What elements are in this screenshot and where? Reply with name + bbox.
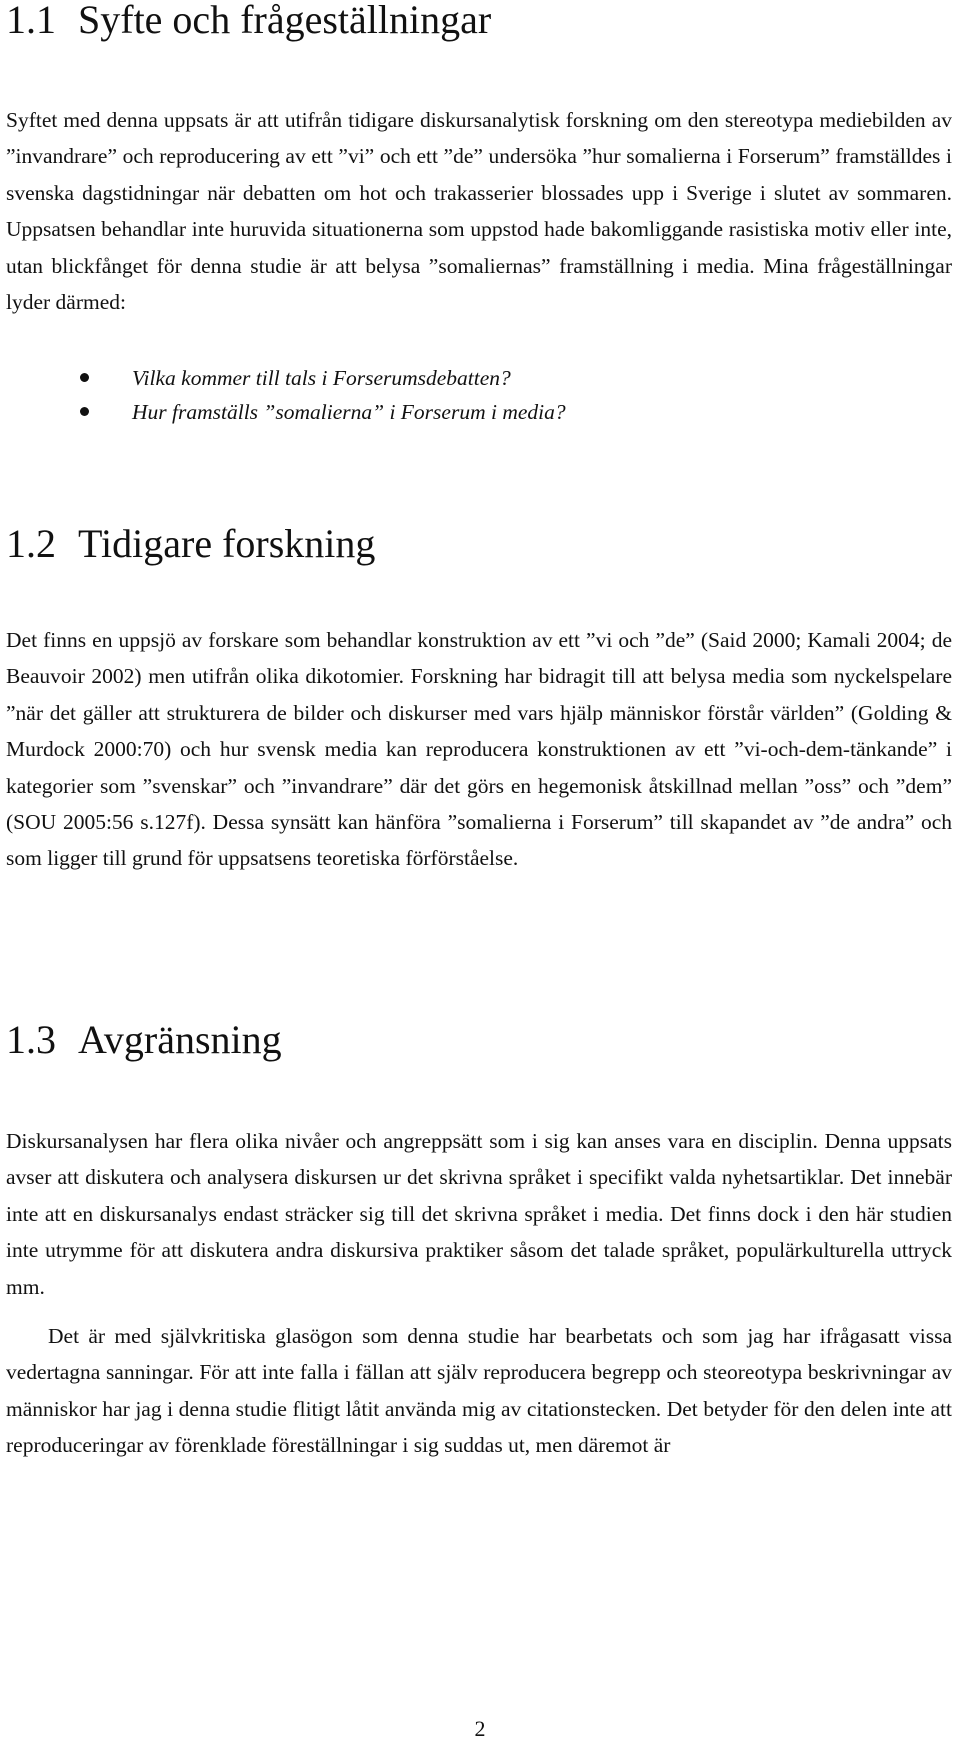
page-number: 2 [474,1716,486,1741]
section-title: Avgränsning [78,1017,282,1062]
section-number: 1.2 [6,521,56,566]
purpose-paragraph: Syftet med denna uppsats är att utifrån tidigare diskursanalytisk forskning om den stereotypa mediebilden av ”invandrare” och reproducering av ett ”vi” och ett ”de” undersöka ”hur somalierna i Forserum” framställdes i svenska dagstidningar när debatten om hot och trakasserier blossades upp i Sverige i slutet av sommaren. Uppsatsen behandlar inte huruvida situationerna som uppstod hade bakomliggande rasistiska motiv eller inte, utan blickfånget för denna studie är att belysa ”somaliernas” framställning i media. Mina frågeställningar lyder därmed: [6,108,952,315]
section-title: Syfte och frågeställningar [78,0,492,42]
list-item [80,361,566,395]
section-heading-1-3 [6,1018,282,1062]
previous-research-paragraph: Det finns en uppsjö av forskare som behandlar konstruktion av ett ”vi och ”de” (Said 2000; Kamali 2004; de Beauvoir 2002) men utifrån olika dikotomier. Forskning har bidragit till att belysa media som nyckelspelare ”när det gäller att strukturera de bilder och diskurser med vars hjälp människor förstår världen” (Golding & Murdock 2000:70) och hur svensk media kan reproducera konstruktionen av ett ”vi-och-dem-tänkande” i kategorier som ”svenskar” och ”invandrare” där det görs en hegemonisk åtskillnad mellan ”oss” och ”dem” (SOU 2005:56 s.127f). Dessa synsätt kan hänföra ”somalierna i Forserum” till skapandet av ”de andra” och som ligger till grund för uppsatsens teoretiska förförståelse. [6,628,952,871]
section-number: 1.3 [6,1017,56,1062]
section-title: Tidigare forskning [78,521,376,566]
delimitation-paragraph-2: Det är med självkritiska glasögon som denna studie har bearbetats och som jag har ifrågasatt vissa vedertagna sanningar. För att inte falla i fällan att själv reproducera begrepp och steoreotypa beskrivningar av människor har jag i denna studie flitigt låtit använda mig av citationstecken. Det betyder för den delen inte att reproduceringar av förenklade föreställningar i sig suddas ut, men däremot är [6,1324,952,1458]
list-item [80,395,566,429]
section-number: 1.1 [6,0,56,42]
section-heading-1-1 [6,0,491,42]
question-text: Vilka kommer till tals i Forserumsdebatten? [132,366,511,390]
question-text: Hur framställs ”somalierna” i Forserum i media? [132,400,566,424]
bullet-icon [80,407,89,416]
bullet-icon [80,373,89,382]
section-heading-1-2 [6,522,375,566]
delimitation-paragraph-1: Diskursanalysen har flera olika nivåer och angreppsätt som i sig kan anses vara en disciplin. Denna uppsats avser att diskutera och analysera diskursen ur det skrivna språket i specifikt valda nyhetsartiklar. Det innebär inte att en diskursanalys endast sträcker sig till det skrivna språket i media. Det finns dock i den här studien inte utrymme för att diskutera andra diskursiva praktiker såsom det talade språket, populärkulturella uttryck mm. [6,1129,952,1299]
research-questions-list [80,361,566,429]
